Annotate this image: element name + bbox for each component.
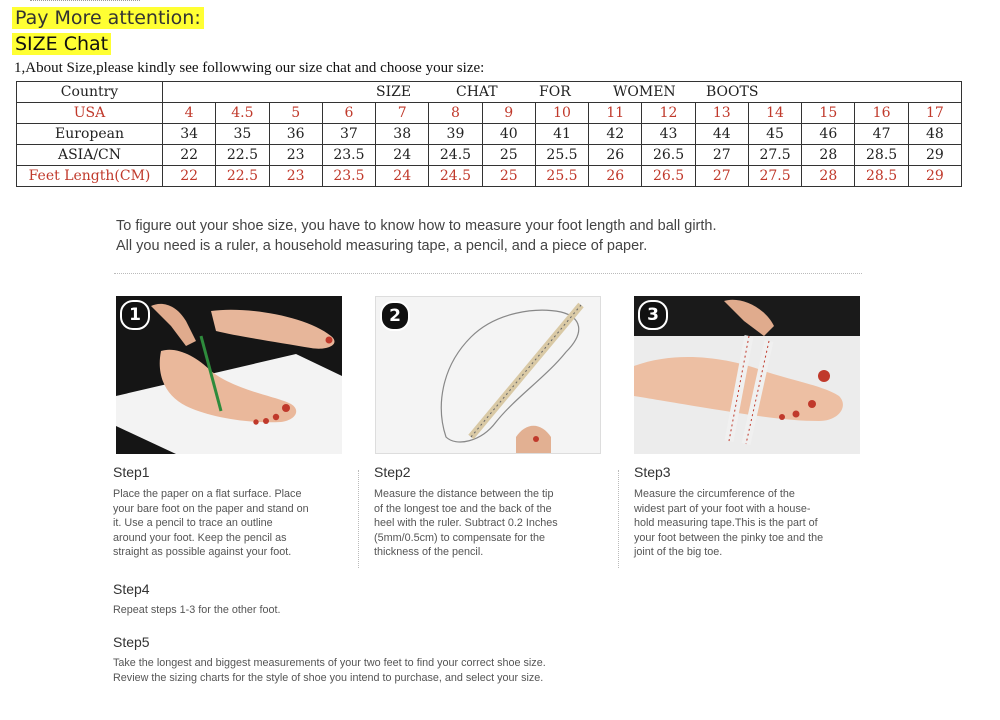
table-cell: 46 [802, 124, 855, 145]
step-number-badge: 1 [120, 300, 150, 330]
table-cell: 22 [163, 166, 216, 187]
table-cell: 8 [429, 103, 482, 124]
table-title-word: BOOTS [706, 84, 759, 100]
step-line: widest part of your foot with a house- [634, 502, 811, 515]
table-cell: 7 [376, 103, 429, 124]
table-row-label: Country [17, 82, 163, 103]
table-header-row [17, 82, 962, 103]
size-table [16, 81, 962, 187]
table-cell: 44 [695, 124, 748, 145]
foot-tracing-illustration [116, 296, 342, 454]
step-line: Review the sizing charts for the style of shoe you intend to purchase, and select your size. [113, 671, 544, 684]
table-cell: 23.5 [322, 166, 375, 187]
table-title-cell [163, 82, 962, 103]
table-cell: 48 [908, 124, 961, 145]
divider [114, 273, 862, 274]
table-cell: 43 [642, 124, 695, 145]
table-cell: 28 [802, 145, 855, 166]
step3-body [634, 487, 823, 560]
table-cell: 10 [535, 103, 588, 124]
table-cell: 9 [482, 103, 535, 124]
table-cell: 14 [748, 103, 801, 124]
table-cell: 24.5 [429, 145, 482, 166]
table-cell: 45 [748, 124, 801, 145]
table-cell: 11 [589, 103, 642, 124]
table-cell: 27.5 [748, 145, 801, 166]
table-cell: 38 [376, 124, 429, 145]
table-cell: 27.5 [748, 166, 801, 187]
column-divider [618, 470, 619, 568]
table-cell: 23 [269, 145, 322, 166]
table-cell: 13 [695, 103, 748, 124]
guide-line-2: All you need is a ruler, a household measuring tape, a pencil, and a piece of paper. [116, 238, 648, 254]
step-line: Measure the distance between the tip [374, 488, 554, 500]
table-cell: 5 [269, 103, 322, 124]
step-line: (5mm/0.5cm) to compensate for the [374, 531, 546, 544]
table-cell: 15 [802, 103, 855, 124]
table-cell: 39 [429, 124, 482, 145]
attention-heading: Pay More attention: [12, 7, 204, 29]
table-cell: 36 [269, 124, 322, 145]
table-row [17, 103, 962, 124]
table-cell: 24 [376, 145, 429, 166]
step-line: straight as possible against your foot. [113, 546, 292, 559]
step-line: hold measuring tape.This is the part of [634, 517, 818, 530]
table-cell: 22.5 [216, 145, 269, 166]
step-line: Repeat steps 1-3 for the other foot. [113, 604, 281, 616]
step-line: Take the longest and biggest measurements of your two feet to find your correct shoe size. [113, 657, 546, 669]
guide-line-1: To figure out your shoe size, you have to know how to measure your foot length and ball girth. [116, 218, 717, 234]
table-cell: 26 [589, 166, 642, 187]
table-cell: 28.5 [855, 145, 908, 166]
table-cell: 25 [482, 166, 535, 187]
table-title-word: CHAT [456, 84, 498, 100]
table-cell: 27 [695, 166, 748, 187]
step1-body [113, 487, 309, 560]
step5-body [113, 656, 546, 685]
step3-title: Step3 [634, 464, 671, 480]
table-cell: 16 [855, 103, 908, 124]
table-cell: 37 [322, 124, 375, 145]
step-line: it. Use a pencil to trace an outline [113, 517, 273, 530]
step-line: your bare foot on the paper and stand on [113, 502, 309, 515]
table-cell: 4.5 [216, 103, 269, 124]
table-cell: 34 [163, 124, 216, 145]
size-chart-heading: SIZE Chat [12, 33, 111, 55]
table-row [17, 166, 962, 187]
step4-title: Step4 [113, 581, 150, 597]
step2-photo [375, 296, 601, 454]
top-cut-strip [30, 0, 140, 5]
step2-body [374, 487, 558, 560]
table-cell: 24 [376, 166, 429, 187]
table-cell: 40 [482, 124, 535, 145]
table-title-word: FOR [539, 84, 571, 100]
table-cell: 23.5 [322, 145, 375, 166]
step-line: thickness of the pencil. [374, 546, 484, 559]
step5-title: Step5 [113, 634, 150, 650]
table-title-word: SIZE [376, 84, 412, 100]
table-title-word: WOMEN [613, 84, 676, 100]
table-cell: 26 [589, 145, 642, 166]
step-number-badge: 3 [638, 300, 668, 330]
table-row [17, 145, 962, 166]
table-row-label: USA [17, 103, 163, 124]
table-cell: 42 [589, 124, 642, 145]
table-cell: 24.5 [429, 166, 482, 187]
step4-body [113, 603, 280, 618]
table-cell: 25 [482, 145, 535, 166]
step-line: joint of the big toe. [634, 546, 723, 559]
table-cell: 26.5 [642, 166, 695, 187]
foot-tape-illustration [634, 296, 860, 454]
table-cell: 29 [908, 145, 961, 166]
column-divider [358, 470, 359, 568]
table-cell: 6 [322, 103, 375, 124]
table-cell: 22.5 [216, 166, 269, 187]
step-number-badge: 2 [380, 301, 410, 331]
step-line: heel with the ruler. Subtract 0.2 Inches [374, 517, 558, 530]
size-intro-text: 1,About Size,please kindly see followwing our size chat and choose your size: [14, 60, 485, 76]
table-cell: 22 [163, 145, 216, 166]
step-line: around your foot. Keep the pencil as [113, 531, 287, 544]
step-line: Measure the circumference of the [634, 488, 795, 500]
table-cell: 26.5 [642, 145, 695, 166]
table-cell: 27 [695, 145, 748, 166]
table-row-label: Feet Length(CM) [17, 166, 163, 187]
table-cell: 47 [855, 124, 908, 145]
table-cell: 12 [642, 103, 695, 124]
table-cell: 23 [269, 166, 322, 187]
step-line: of the longest toe and the back of the [374, 502, 552, 515]
step-line: Place the paper on a flat surface. Place [113, 488, 302, 500]
table-cell: 25.5 [535, 166, 588, 187]
table-cell: 29 [908, 166, 961, 187]
table-cell: 28 [802, 166, 855, 187]
table-row [17, 124, 962, 145]
step3-photo [634, 296, 860, 454]
table-cell: 17 [908, 103, 961, 124]
table-cell: 25.5 [535, 145, 588, 166]
table-cell: 4 [163, 103, 216, 124]
table-row-label: European [17, 124, 163, 145]
step1-photo [116, 296, 342, 454]
step-line: your foot between the pinky toe and the [634, 531, 824, 544]
table-cell: 35 [216, 124, 269, 145]
table-cell: 28.5 [855, 166, 908, 187]
step1-title: Step1 [113, 464, 150, 480]
step2-title: Step2 [374, 464, 411, 480]
table-cell: 41 [535, 124, 588, 145]
table-row-label: ASIA/CN [17, 145, 163, 166]
